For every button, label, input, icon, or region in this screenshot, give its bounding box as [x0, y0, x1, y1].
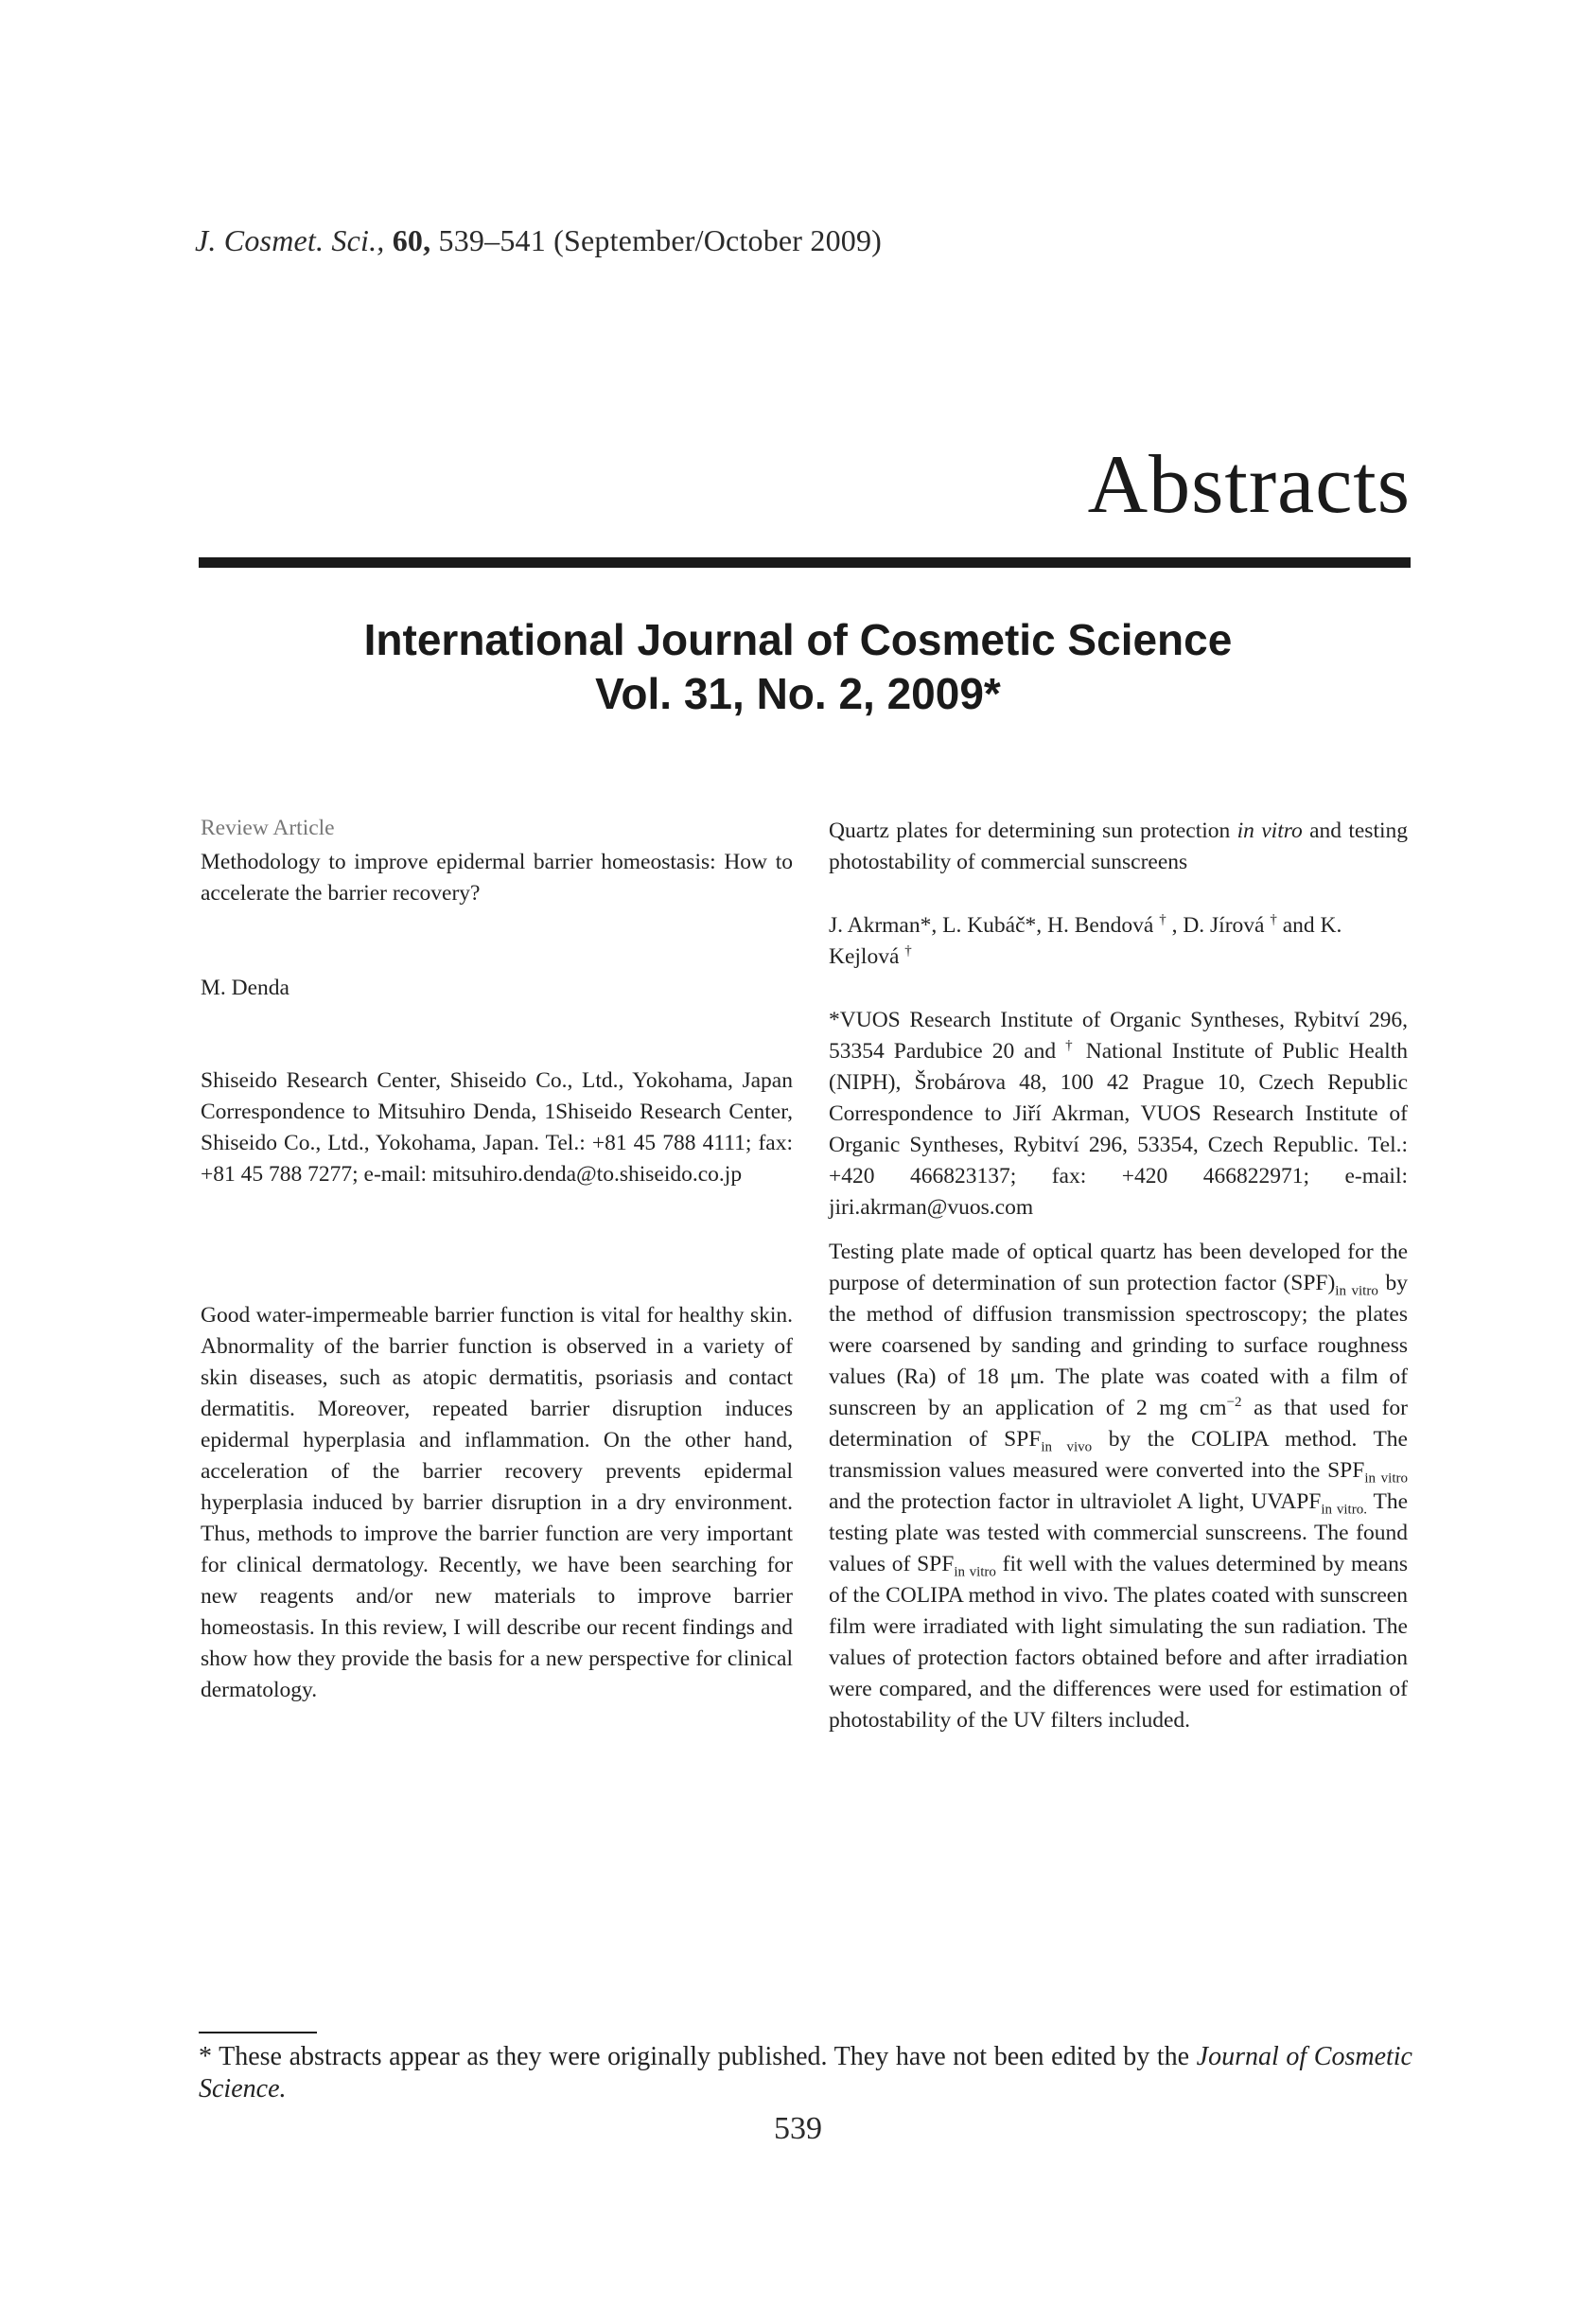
right-article-abstract: [829, 1237, 1408, 1736]
dagger-mark: †: [1159, 912, 1166, 928]
left-article-abstract: Good water-impermeable barrier function is vital for healthy skin. Abnormality of the barrier function is observed in a variety of skin diseases, such as atopic dermatitis, psoriasis and contact dermatitis. Moreover, repeated barrier disruption induces epidermal hyperplasia and inflammation. On the other hand, acceleration of the barrier recovery prevents epidermal hyperplasia induced by barrier disruption in a dry environment. Thus, methods to improve the barrier function are very important for clinical dermatology. Recently, we have been searching for new reagents and/or new materials to improve barrier homeostasis. In this review, I will describe our recent findings and show how they provide the basis for a new perspective for clinical dermatology.: [201, 1303, 793, 1702]
authors-part: , D. Jírová: [1166, 913, 1271, 938]
abstract-part: by the method of diffusion transmission spectroscopy; the plates were coarsened by sanding and grinding to surface roughness values (Ra) of 18 μm. The plate was coated with a film of sunscreen by an application of 2 mg cm: [829, 1271, 1409, 1420]
right-title-italic: in vitro: [1236, 819, 1303, 843]
source-journal-volume: Vol. 31, No. 2, 2009*: [595, 669, 1001, 718]
abstract-part: The testing plate was tested with commercial sunscreens. The found values of SPF: [829, 1489, 1408, 1576]
right-article-title: [829, 816, 1408, 878]
footnote-text: * These abstracts appear as they were originally published. They have not been edited by the: [199, 2042, 1197, 2071]
abstract-part: as that used for determination of SPF: [829, 1396, 1408, 1452]
left-article-authors: M. Denda: [201, 976, 289, 1000]
section-title: Abstracts: [1087, 439, 1411, 531]
abstract-part: Testing plate made of optical quartz has been developed for the purpose of determination of sun protection factor (SPF): [829, 1240, 1408, 1295]
right-title-text: Quartz plates for determining sun protection: [829, 819, 1237, 843]
left-article-affiliation: Shiseido Research Center, Shiseido Co., Ltd., Yokohama, Japan Correspondence to Mitsuhiro Denda, 1Shiseido Research Center, Shiseido Co., Ltd., Yokohama, Japan. Tel.: +81 45 788 4111; fax: +81 45 788 7277; e-mail: mitsuhiro.denda@to.shiseido.co.jp: [201, 1068, 793, 1187]
authors-part: and K. Kejlová: [829, 913, 1342, 969]
superscript: −2: [1226, 1395, 1242, 1411]
subscript: in vitro.: [1321, 1502, 1367, 1518]
page-number: 539: [774, 2111, 822, 2146]
footnote-rule-divider: [199, 2032, 317, 2033]
affiliation-part: National Institute of Public Health (NIPH), Šrobárova 48, 100 42 Prague 10, Czech Republic Correspondence to Jiří Akrman, VUOS Research Institute of Organic Syntheses, Rybitví 296, 53354, Czech Republic. Tel.: +420 466823137; fax: +420 466822971; e-mail: jiri.akrman@vuos.com: [829, 1039, 1408, 1220]
journal-running-header: [195, 223, 882, 258]
right-article-authors: [829, 910, 1408, 973]
title-rule-divider: [199, 557, 1411, 568]
left-article-title: Methodology to improve epidermal barrier homeostasis: How to accelerate the barrier recovery?: [201, 850, 793, 906]
dagger-mark: †: [1270, 912, 1277, 928]
right-article-affiliation: [829, 1005, 1408, 1223]
right-title-text-end: and testing photostability of commercial sunscreens: [829, 819, 1409, 874]
subscript: in vitro: [954, 1564, 996, 1580]
authors-part: J. Akrman*, L. Kubáč*, H. Bendová: [829, 913, 1160, 938]
abstract-part: by the COLIPA method. The transmission values measured were converted into the SPF: [829, 1427, 1408, 1483]
journal-pages-date: 539–541 (September/October 2009): [438, 223, 883, 257]
article-type-label: Review Article: [201, 816, 335, 840]
journal-volume: 60,: [392, 223, 431, 257]
subscript: in vivo: [1041, 1439, 1093, 1455]
journal-name: J. Cosmet. Sci.,: [195, 223, 385, 257]
dagger-mark: †: [1065, 1038, 1077, 1054]
abstract-part: fit well with the values determined by means of the COLIPA method in vivo. The plates coated with sunscreen film were irradiated with light simulating the sun radiation. The values of protection factors obtained before and after irradiation were compared, and the differences were used for estimation of photostability of the UV filters included.: [829, 1552, 1408, 1733]
footnote: [199, 2041, 1412, 2105]
footnote-journal-name: Journal of Cosmetic Science.: [199, 2042, 1412, 2104]
dagger-mark: †: [904, 943, 912, 959]
affiliation-part: *VUOS Research Institute of Organic Syntheses, Rybitví 296, 53354 Pardubice 20 and: [829, 1008, 1408, 1064]
subscript: in vitro: [1364, 1470, 1408, 1487]
abstract-part: and the protection factor in ultraviolet A light, UVAPF: [829, 1489, 1322, 1514]
source-journal-title: International Journal of Cosmetic Science: [363, 615, 1233, 664]
subscript: in vitro: [1335, 1283, 1378, 1299]
